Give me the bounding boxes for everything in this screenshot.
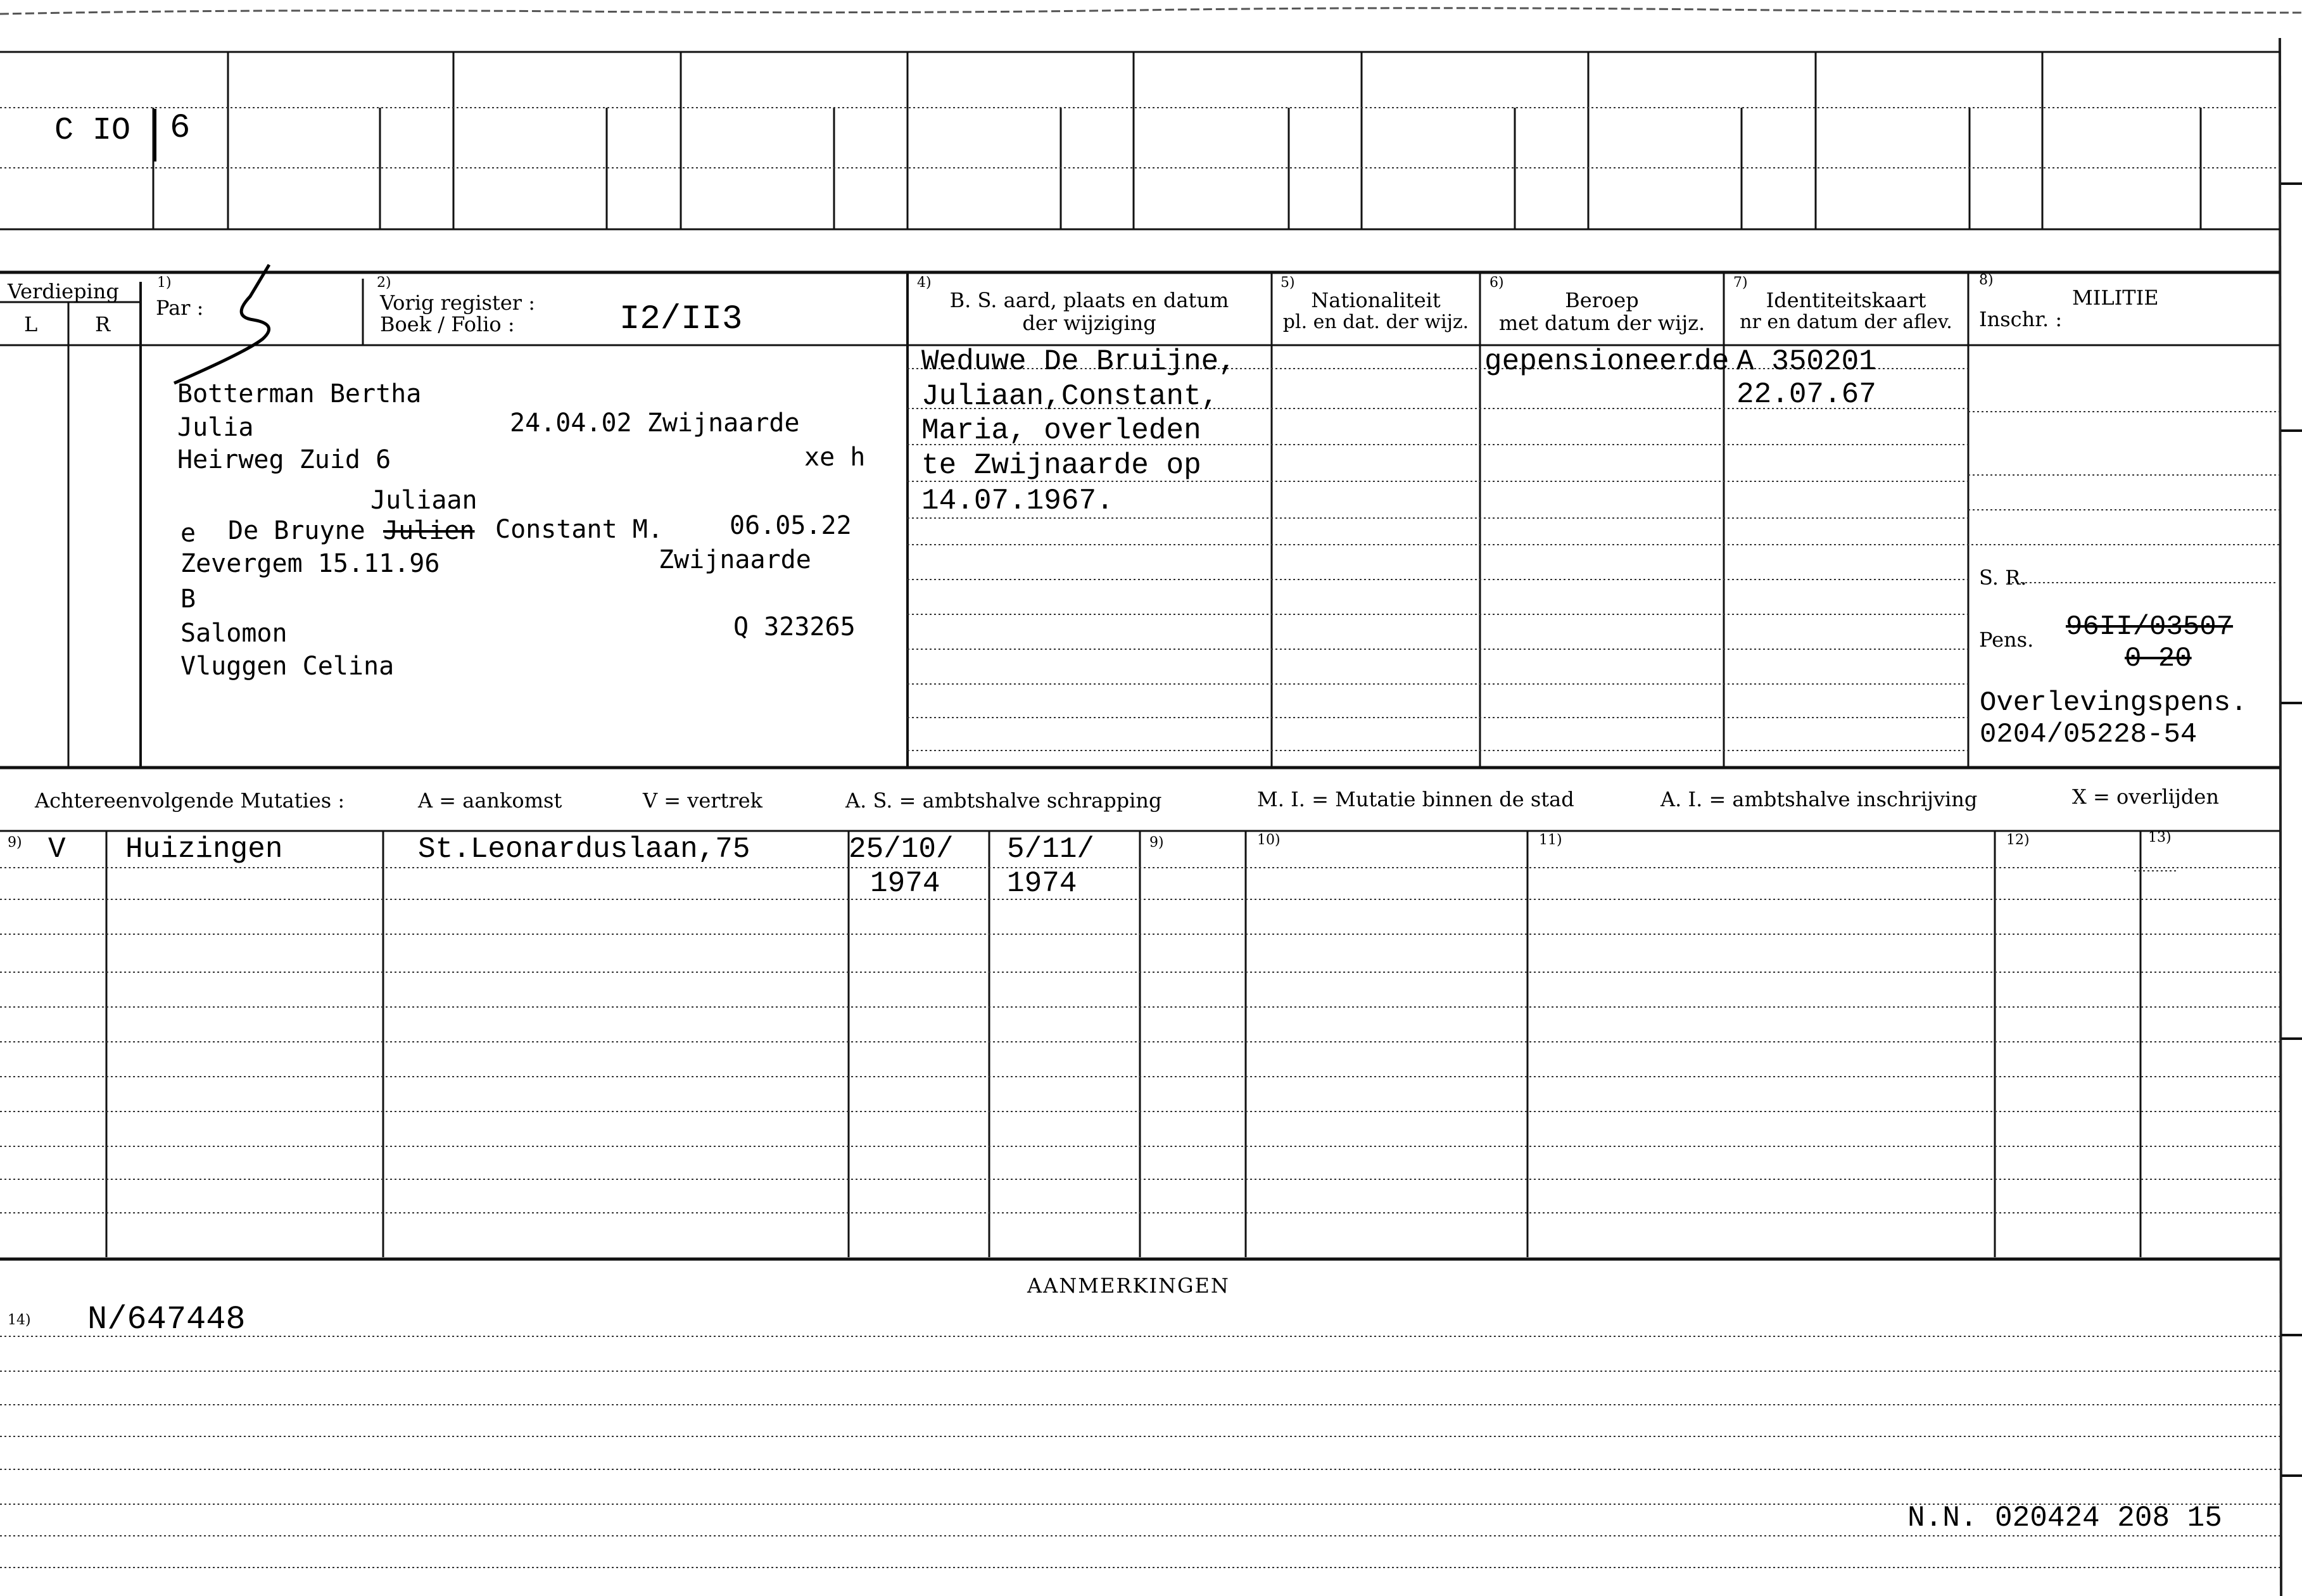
sr-label: S. R. (1979, 566, 2027, 590)
id-card-number: A 350201 (1736, 345, 1876, 378)
beroep-label-line1: Beroep (1565, 288, 1639, 312)
spouse-birth: Zevergem 15.11.96 (180, 549, 440, 578)
civil-status-line: 14.07.1967. (921, 484, 1114, 517)
legend-ai: A. I. = ambtshalve inschrijving (1660, 787, 1978, 811)
civil-status-line: Weduwe De Bruijne, (921, 345, 1236, 378)
verdieping-l: L (24, 312, 38, 336)
id-label-line1: Identiteitskaart (1766, 288, 1926, 312)
pens-value-struck: 96II/03507 (2066, 611, 2234, 643)
civil-status-line: te Zwijnaarde op (921, 449, 1201, 482)
mutation-street: St.Leonarduslaan,75 (418, 833, 750, 866)
boek-folio-label: Boek / Folio : (380, 312, 515, 336)
civil-status-line: Juliaan,Constant, (921, 380, 1219, 413)
militie-label: MILITIE (2072, 286, 2159, 310)
survival-pension-label: Overlevingspens. (1980, 687, 2248, 719)
inschr-label: Inschr. : (1979, 307, 2063, 331)
bs-label-line1: B. S. aard, plaats en datum (949, 288, 1229, 312)
mutation-col9: 9) (1149, 835, 1164, 851)
register-code: C IO (54, 113, 131, 149)
col5-number: 5) (1281, 275, 1295, 291)
person-name-2: Julia (177, 413, 254, 442)
mutation-col9-number: 9) (8, 835, 22, 851)
footer-code: N.N. 020424 208 15 (1907, 1502, 2222, 1535)
col6-number: 6) (1489, 275, 1504, 291)
mutation-code: V (48, 833, 66, 866)
occupation-value: gepensioneerde (1484, 345, 1730, 378)
legend-mi: M. I. = Mutatie binnen de stad (1257, 787, 1574, 811)
mutation-col13: 13) (2148, 830, 2172, 846)
par-label: Par : (156, 296, 204, 320)
nat-label-line1: Nationaliteit (1311, 288, 1441, 312)
mutation-col12: 12) (2006, 832, 2030, 848)
spouse-juliaan: Juliaan (370, 486, 477, 515)
legend-death: X = overlijden (2072, 785, 2219, 809)
mutation-date2-year: 1974 (1007, 867, 1077, 900)
handwritten-par-mark (174, 265, 269, 383)
survival-pension-number: 0204/05228-54 (1980, 719, 2198, 750)
verdieping-label: Verdieping (8, 279, 119, 303)
col4-number: 4) (917, 275, 932, 291)
legend-arrival: A = aankomst (418, 788, 562, 813)
id-label-line2: nr en datum der aflev. (1740, 311, 1952, 333)
civil-status-line: Maria, overleden (921, 414, 1201, 447)
verdieping-r: R (95, 312, 111, 336)
register-number: 6 (170, 109, 191, 148)
col8-number: 8) (1979, 272, 1994, 288)
person-address: Heirweg Zuid 6 (177, 445, 391, 474)
beroep-label-line2: met datum der wijz. (1498, 311, 1705, 335)
spouse-surname: De Bruyne (228, 516, 365, 545)
remarks-number: 14) (8, 1312, 31, 1328)
pens-label: Pens. (1979, 628, 2034, 652)
col1-number: 1) (157, 275, 172, 291)
mutation-date1-year: 1974 (870, 867, 940, 900)
spouse-given-names: Constant M. (495, 515, 663, 544)
spouse-struck-name: Julien (383, 516, 475, 545)
legend-departure: V = vertrek (643, 788, 763, 813)
person-b: B (180, 585, 196, 614)
spouse-prefix: e (180, 519, 196, 548)
remarks-title: AANMERKINGEN (1027, 1274, 1230, 1298)
vorig-register-label: Vorig register : (380, 291, 536, 315)
pens-value-struck-2: 0 20 (2125, 643, 2192, 674)
mutation-municipality: Huizingen (125, 833, 283, 866)
person-birth: 24.04.02 Zwijnaarde (510, 408, 800, 438)
spouse-place: Zwijnaarde (659, 545, 811, 574)
person-number: Q 323265 (733, 612, 856, 642)
boek-folio-value: I2/II3 (619, 300, 743, 339)
father-name: Salomon (180, 619, 288, 648)
mutation-date1: 25/10/ (849, 833, 954, 866)
legend-as: A. S. = ambtshalve schrapping (845, 788, 1162, 813)
bs-label-line2: der wijziging (1022, 311, 1156, 335)
mother-name: Vluggen Celina (180, 652, 395, 681)
col2-number: 2) (377, 275, 391, 291)
id-card-date: 22.07.67 (1736, 378, 1876, 411)
person-name: Botterman Bertha (177, 379, 422, 408)
mutation-col11: 11) (1539, 832, 1562, 848)
mutation-col10: 10) (1257, 832, 1281, 848)
mutations-legend-title: Achtereenvolgende Mutaties : (35, 788, 345, 813)
nat-label-line2: pl. en dat. der wijz. (1282, 311, 1469, 333)
person-marker: xe h (804, 443, 866, 472)
mutation-date2: 5/11/ (1007, 833, 1095, 866)
spouse-marriage-date: 06.05.22 (730, 511, 852, 540)
col7-number: 7) (1733, 275, 1748, 291)
remarks-value: N/647448 (87, 1301, 246, 1338)
